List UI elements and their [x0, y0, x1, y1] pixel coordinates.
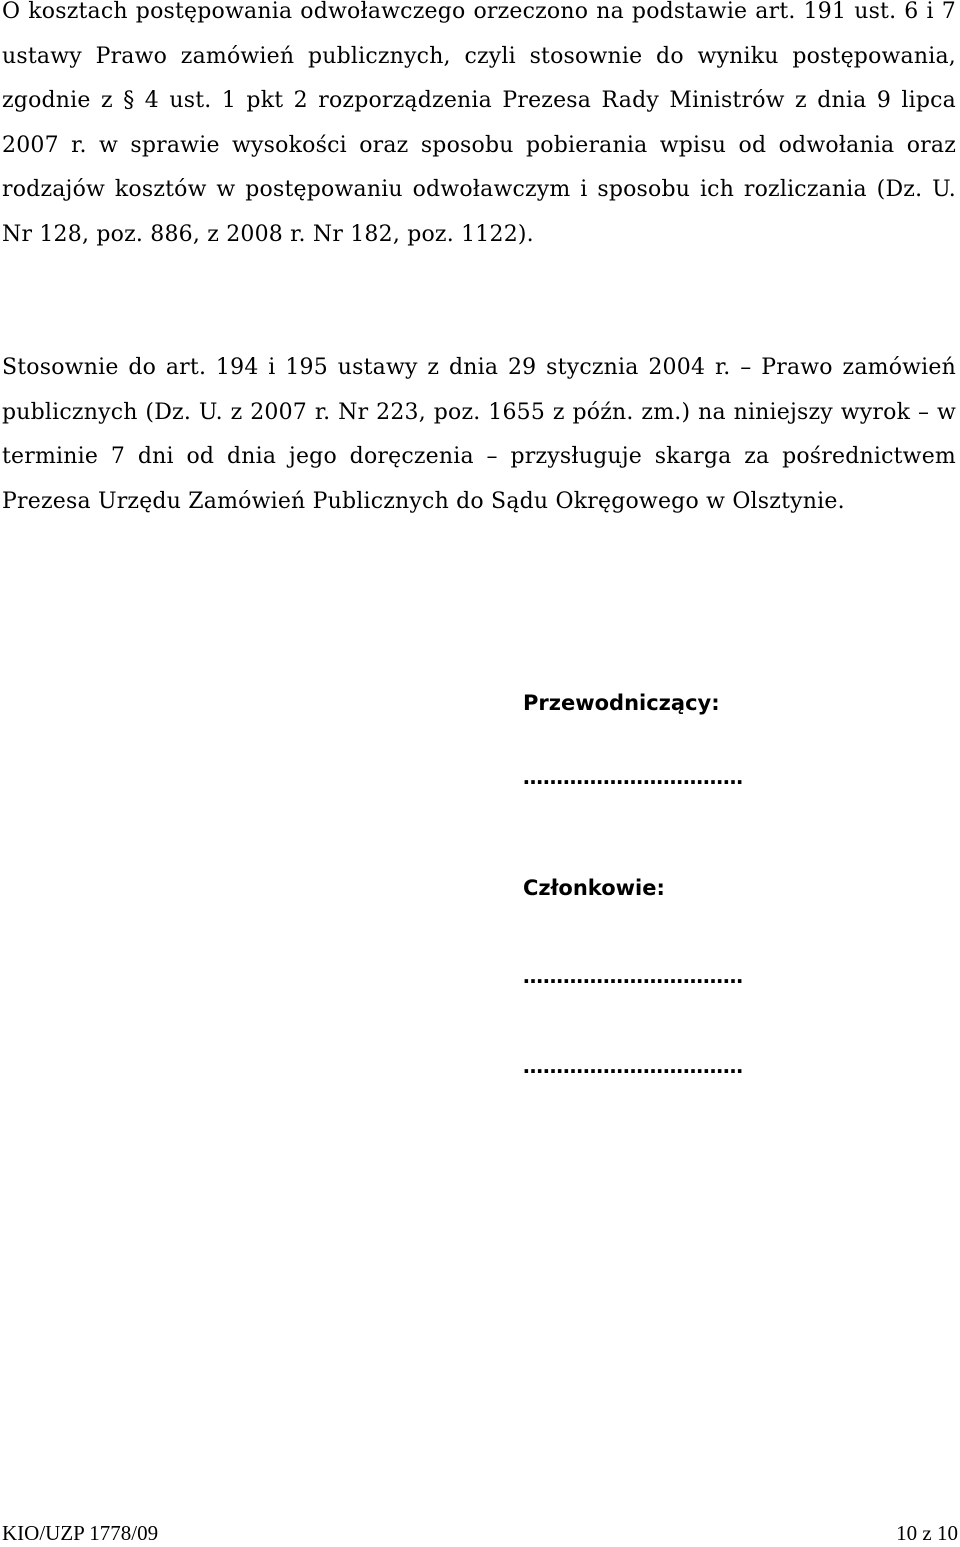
- page-indicator: 10 z 10: [896, 1521, 958, 1545]
- case-number: KIO/UZP 1778/09: [2, 1521, 159, 1545]
- appeal-instruction-paragraph: Stosownie do art. 194 i 195 ustawy z dnia 29 stycznia 2004 r. – Prawo zamówień publicznych (Dz. U. z 2007 r. Nr 223, poz. 1655 z późn. zm.) na niniejszy wyrok – w terminie 7 dni od dnia jego doręczenia – przysługuje skarga za pośrednictwem Prezesa Urzędu Zamówień Publicznych do Sądu Okręgowego w Olsztynie.: [2, 355, 956, 514]
- members-signature-block: [523, 873, 853, 1081]
- member-signature-line-2: ……………………………: [523, 1054, 743, 1078]
- chair-signature-line: ……………………………: [523, 765, 743, 789]
- members-label: Członkowie:: [523, 876, 665, 900]
- costs-paragraph: O kosztach postępowania odwoławczego orzeczono na podstawie art. 191 ust. 6 i 7 ustawy Prawo zamówień publicznych, czyli stosownie do wyniku postępowania, zgodnie z § 4 ust. 1 pkt 2 rozporządzenia Prezesa Rady Ministrów z dnia 9 lipca 2007 r. w sprawie wysokości oraz sposobu pobierania wpisu od odwołania oraz rodzajów kosztów w postępowaniu odwoławczym i sposobu ich rozliczania (Dz. U. Nr 128, poz. 886, z 2008 r. Nr 182, poz. 1122).: [2, 0, 956, 247]
- chair-label: Przewodniczący:: [523, 691, 720, 715]
- chair-signature-block: [523, 688, 853, 792]
- member-signature-line-1: ……………………………: [523, 964, 743, 988]
